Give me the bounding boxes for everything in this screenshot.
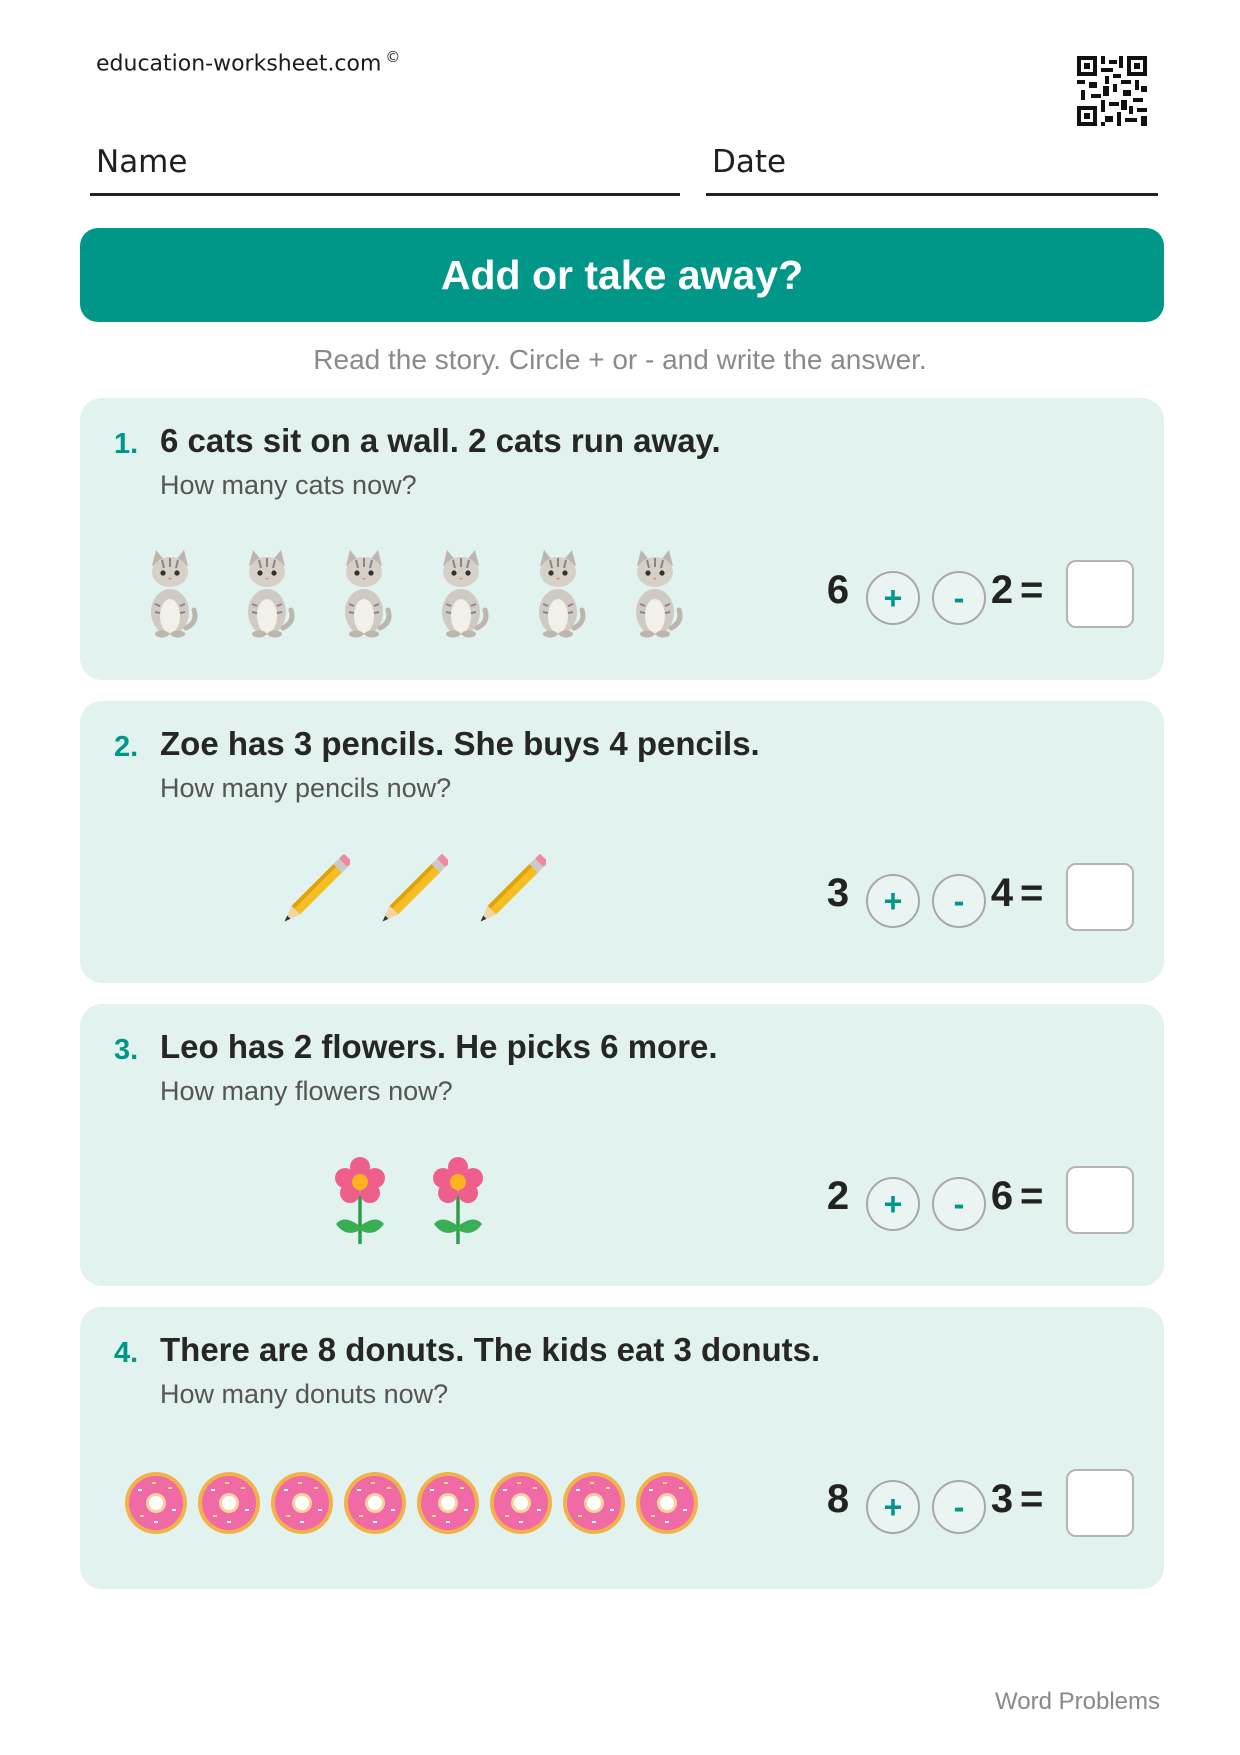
qr-code-icon: [1077, 56, 1147, 126]
minus-choice[interactable]: -: [932, 1177, 986, 1231]
donut-icon: [635, 1471, 699, 1535]
date-field[interactable]: [706, 142, 1158, 196]
donut-icon: [270, 1471, 334, 1535]
cat-icon: [431, 548, 491, 638]
problem-card-3: [80, 1004, 1164, 1286]
problem-card-2: [80, 701, 1164, 983]
cat-icon: [528, 548, 588, 638]
second-number: 4: [990, 871, 1014, 915]
plus-choice[interactable]: +: [866, 1177, 920, 1231]
minus-choice[interactable]: -: [932, 1480, 986, 1534]
donut-icon: [343, 1471, 407, 1535]
problem-number: 4.: [114, 1337, 139, 1369]
equals-sign: =: [1020, 568, 1044, 612]
equation: [820, 1166, 1140, 1240]
cat-icon: [237, 548, 297, 638]
problem-question: How many flowers now?: [160, 1076, 453, 1106]
donut-icon: [416, 1471, 480, 1535]
footer-label: Word Problems: [995, 1688, 1160, 1715]
problem-question: How many cats now?: [160, 470, 417, 500]
pencil-icon: [368, 851, 448, 941]
donut-icon: [124, 1471, 188, 1535]
name-label: Name: [96, 144, 188, 180]
answer-box[interactable]: [1066, 863, 1134, 931]
problem-number: 2.: [114, 731, 139, 763]
site-brand: [96, 48, 400, 76]
instructions: Read the story. Circle + or - and write the answer.: [313, 344, 927, 375]
problem-question: How many pencils now?: [160, 773, 452, 803]
problem-card-4: [80, 1307, 1164, 1589]
problem-question: How many donuts now?: [160, 1379, 449, 1409]
first-number: 2: [826, 1174, 850, 1218]
minus-choice[interactable]: -: [932, 874, 986, 928]
date-label: Date: [712, 144, 787, 180]
picture-row: [330, 1154, 530, 1264]
pencil-icon: [466, 851, 546, 941]
cat-icon: [140, 548, 200, 638]
answer-box[interactable]: [1066, 560, 1134, 628]
minus-choice[interactable]: -: [932, 571, 986, 625]
problem-number: 3.: [114, 1034, 139, 1066]
copyright-symbol: ©: [385, 48, 401, 66]
problem-story: Leo has 2 flowers. He picks 6 more.: [160, 1028, 718, 1065]
worksheet-title-banner: [80, 228, 1164, 322]
donut-icon: [197, 1471, 261, 1535]
first-number: 8: [826, 1477, 850, 1521]
equals-sign: =: [1020, 871, 1044, 915]
picture-row: [270, 851, 570, 961]
name-field[interactable]: [90, 142, 680, 196]
equation: [820, 560, 1140, 634]
problem-number: 1.: [114, 428, 139, 460]
donut-icon: [562, 1471, 626, 1535]
equation: [820, 1469, 1140, 1543]
first-number: 3: [826, 871, 850, 915]
site-name: education-worksheet.com: [96, 51, 382, 77]
equals-sign: =: [1020, 1174, 1044, 1218]
second-number: 6: [990, 1174, 1014, 1218]
second-number: 2: [990, 568, 1014, 612]
plus-choice[interactable]: +: [866, 874, 920, 928]
pencil-icon: [270, 851, 350, 941]
picture-row: [124, 1457, 704, 1567]
plus-choice[interactable]: +: [866, 571, 920, 625]
worksheet-title: Add or take away?: [440, 251, 804, 298]
equation: [820, 863, 1140, 937]
equals-sign: =: [1020, 1477, 1044, 1521]
problem-story: 6 cats sit on a wall. 2 cats run away.: [160, 422, 721, 459]
cat-icon: [625, 548, 685, 638]
flower-icon: [428, 1154, 488, 1246]
answer-box[interactable]: [1066, 1166, 1134, 1234]
problem-story: There are 8 donuts. The kids eat 3 donuts.: [160, 1331, 821, 1368]
cat-icon: [334, 548, 394, 638]
problem-story: Zoe has 3 pencils. She buys 4 pencils.: [160, 725, 760, 762]
donut-icon: [489, 1471, 553, 1535]
flower-icon: [330, 1154, 390, 1246]
second-number: 3: [990, 1477, 1014, 1521]
picture-row: [140, 548, 740, 658]
plus-choice[interactable]: +: [866, 1480, 920, 1534]
answer-box[interactable]: [1066, 1469, 1134, 1537]
problem-card-1: [80, 398, 1164, 680]
first-number: 6: [826, 568, 850, 612]
